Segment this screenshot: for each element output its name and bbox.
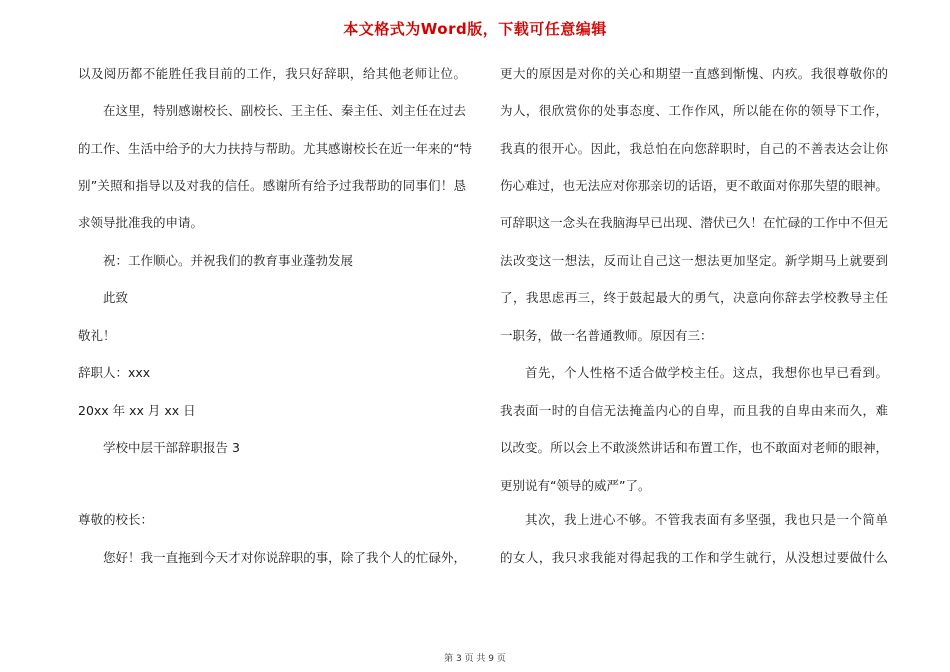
right-paragraph-line: 以改变。所以会上不敢淡然讲话和布置工作，也不敢面对老师的眼神， — [500, 440, 888, 455]
left-paragraph-line: 的工作、生活中给予的大力扶持与帮助。尤其感谢校长在近一年来的“特 — [78, 141, 472, 156]
left-paragraph-line: 别”关照和指导以及对我的信任。感谢所有给予过我帮助的同事们！恳 — [78, 178, 466, 193]
right-paragraph-line: 法改变这一想法，反而让自己这一想法更加坚定。新学期马上就要到 — [500, 253, 888, 268]
left-paragraph-line: 此致 — [103, 290, 129, 305]
right-paragraph-line: 其次，我上进心不够。不管我表面有多坚强，我也只是一个简单 — [525, 512, 888, 527]
left-paragraph-line: 20xx 年 xx 月 xx 日 — [78, 403, 196, 418]
right-paragraph-line: 可辞职这一念头在我脑海早已出现、潜伏已久！在忙碌的工作中不但无 — [500, 215, 888, 230]
left-paragraph-line: 辞职人：xxx — [78, 365, 151, 380]
left-paragraph-line: 敬礼！ — [78, 328, 116, 343]
right-paragraph-line: 为人，很欣赏你的处事态度、工作作风，所以能在你的领导下工作， — [500, 103, 888, 118]
left-paragraph-line: 以及阅历都不能胜任我目前的工作，我只好辞职，给其他老师让位。 — [78, 66, 466, 81]
left-paragraph-line: 在这里，特别感谢校长、副校长、王主任、秦主任、刘主任在过去 — [103, 103, 466, 118]
left-paragraph-line: 您好！我一直拖到今天才对你说辞职的事，除了我个人的忙碌外， — [103, 550, 466, 565]
right-paragraph-line: 更别说有“领导的威严”了。 — [500, 478, 651, 493]
left-paragraph-line: 学校中层干部辞职报告 3 — [103, 440, 240, 455]
left-paragraph-line: 尊敬的校长： — [78, 512, 154, 527]
document-banner: 本文格式为Word版，下载可任意编辑 — [343, 20, 607, 38]
right-paragraph-line: 伤心难过，也无法应对你那亲切的话语，更不敢面对你那失望的眼神。 — [500, 178, 888, 193]
right-paragraph-line: 的女人，我只求我能对得起我的工作和学生就行，从没想过要做什么 — [500, 550, 888, 565]
right-paragraph-line: 了，我思虑再三，终于鼓起最大的勇气，决意向你辞去学校教导主任 — [500, 290, 888, 305]
right-paragraph-line: 首先，个人性格不适合做学校主任。这点，我想你也早已看到。 — [525, 365, 888, 380]
right-paragraph-line: 一职务，做一名普通教师。原因有三： — [500, 328, 713, 343]
right-paragraph-line: 我表面一时的自信无法掩盖内心的自卑，而且我的自卑由来而久，难 — [500, 403, 888, 418]
left-paragraph-line: 祝：工作顺心。并祝我们的教育事业蓬勃发展 — [103, 253, 354, 268]
right-paragraph-line: 我真的很开心。因此，我总怕在向您辞职时，自己的不善表达会让你 — [500, 141, 888, 156]
page-number-footer: 第 3 页 共 9 页 — [444, 654, 506, 664]
left-paragraph-line: 求领导批准我的申请。 — [78, 215, 204, 230]
right-paragraph-line: 更大的原因是对你的关心和期望一直感到惭愧、内疚。我很尊敬你的 — [500, 66, 888, 81]
